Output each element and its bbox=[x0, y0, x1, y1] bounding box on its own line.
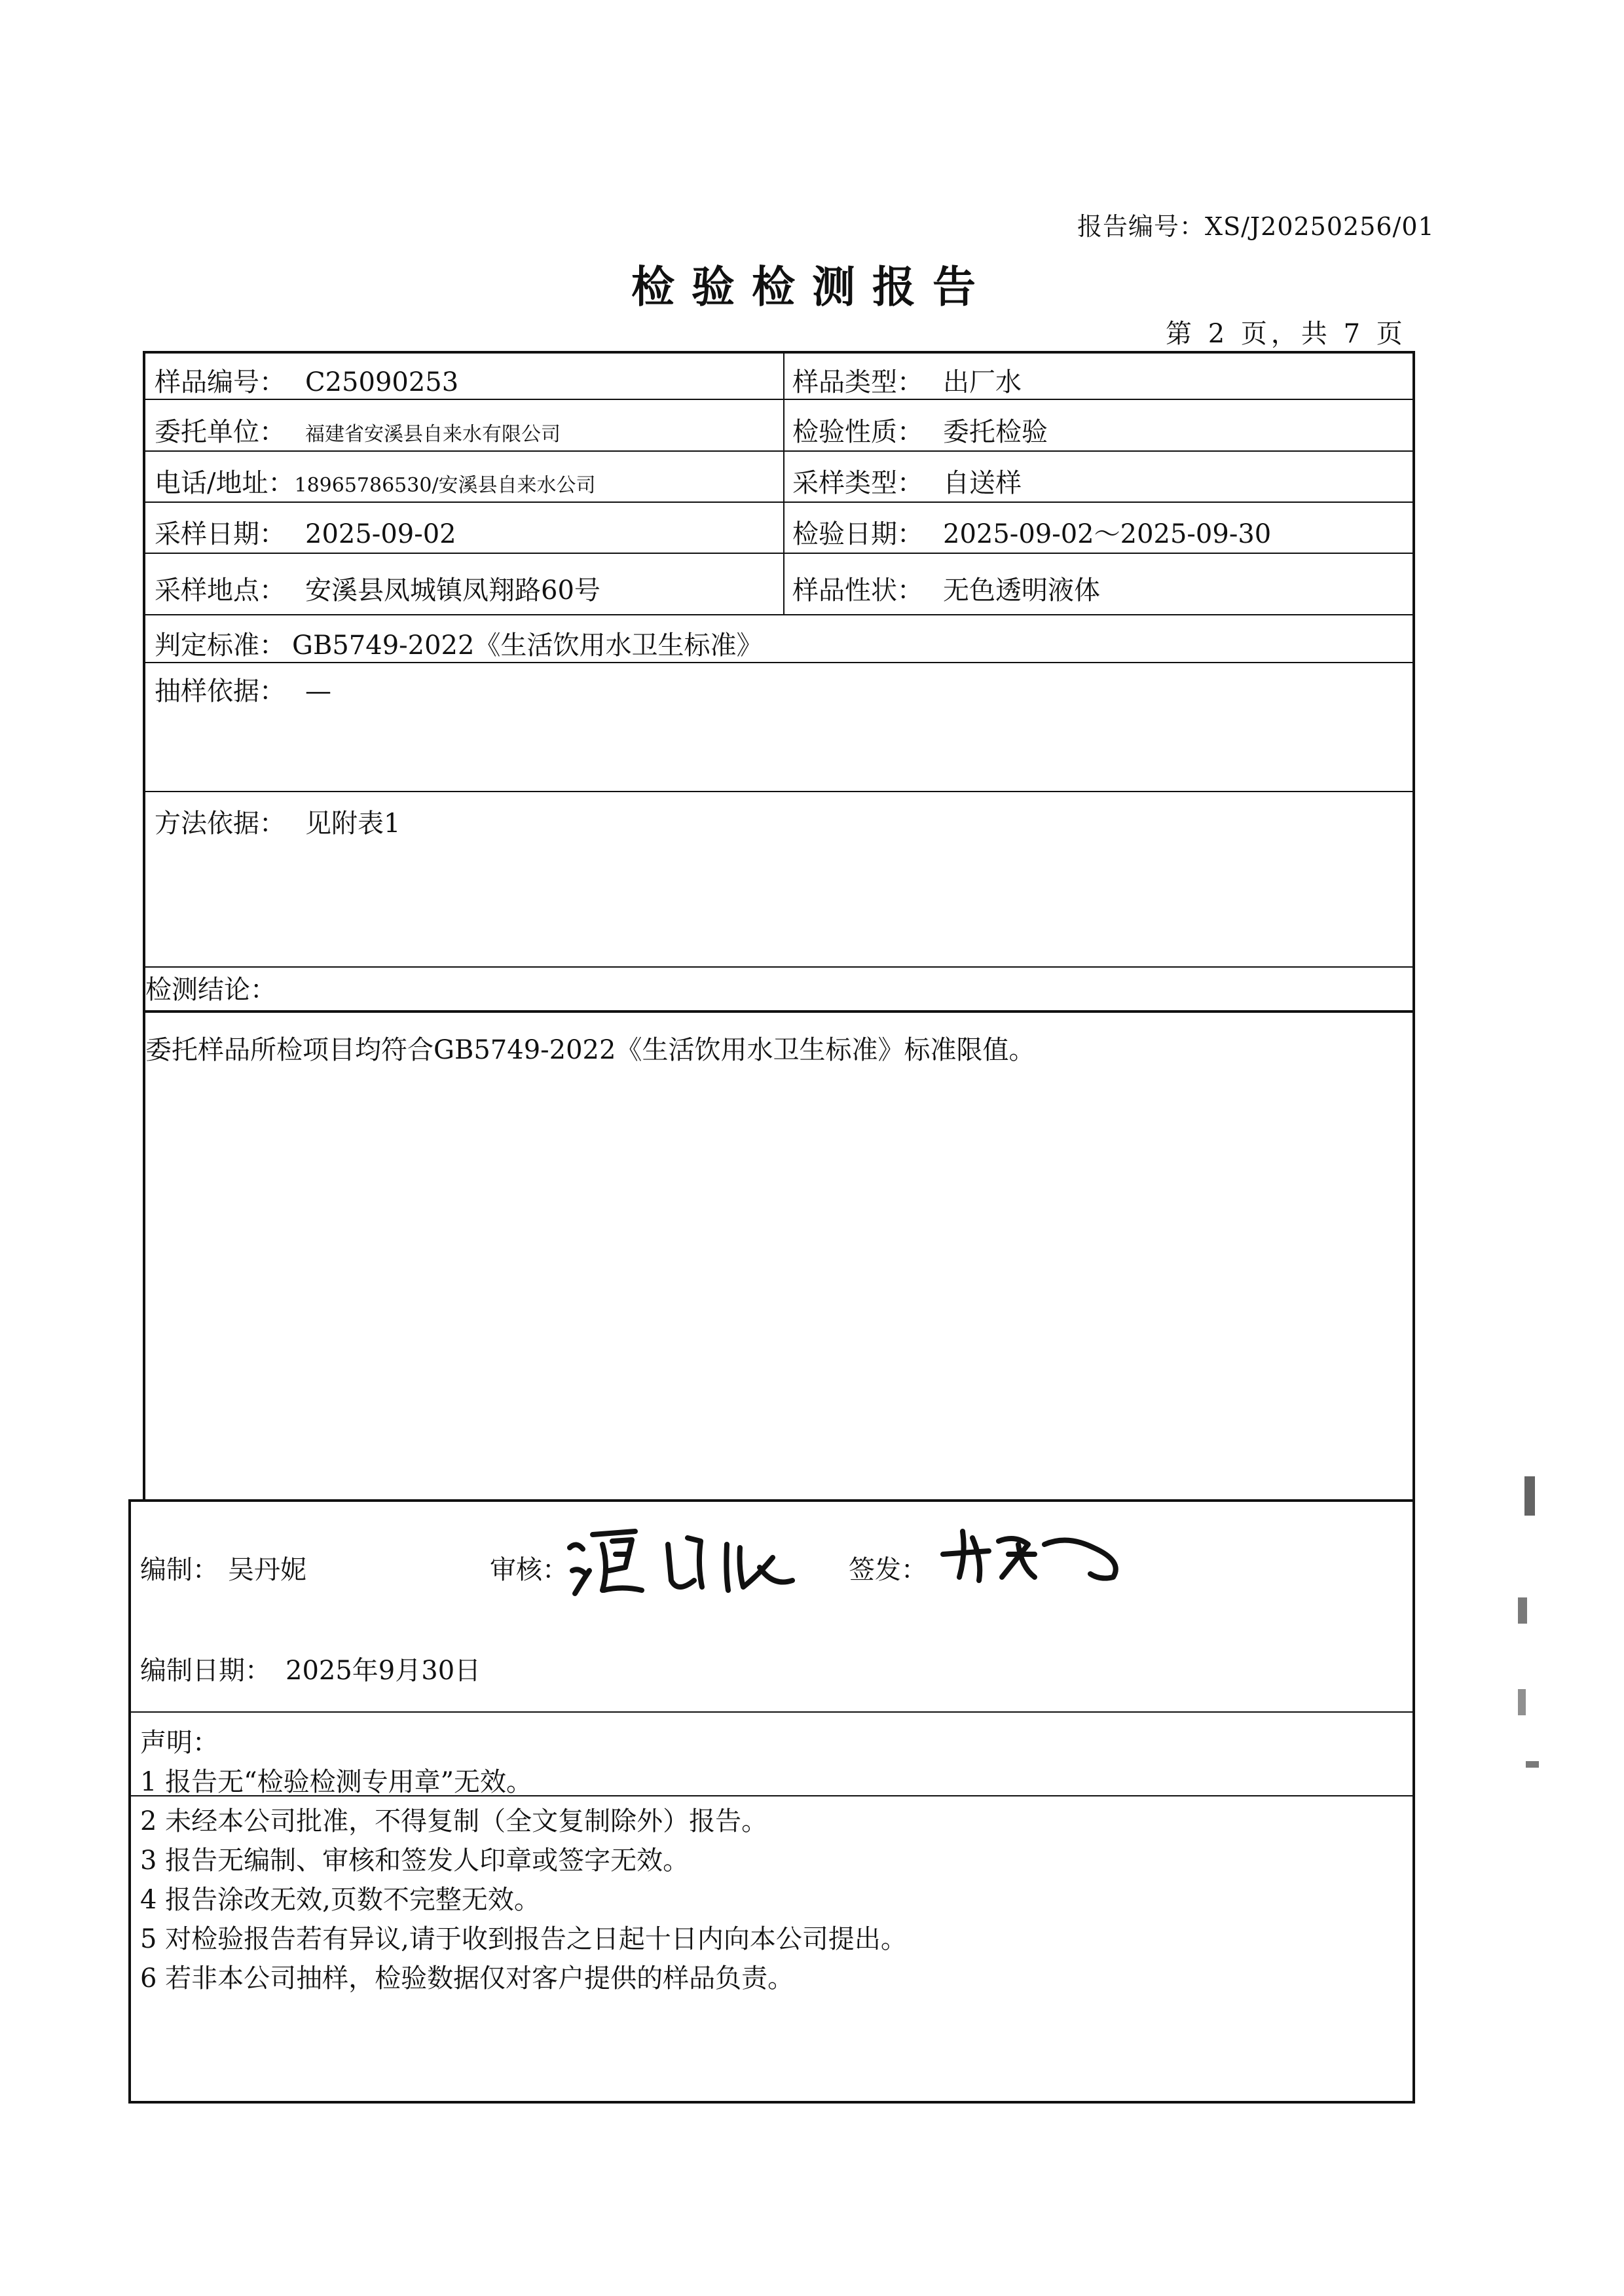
statement-item: 4 报告涂改无效,页数不完整无效。 bbox=[140, 1885, 540, 1915]
sample-no-label: 样品编号： bbox=[155, 367, 286, 397]
sampling-basis-cell bbox=[155, 670, 331, 708]
sampling-date-cell bbox=[155, 513, 456, 551]
sample-no-cell bbox=[155, 361, 458, 399]
left-border bbox=[143, 1013, 145, 1499]
sample-type-cell bbox=[792, 361, 1022, 399]
row-divider bbox=[145, 553, 1412, 554]
client-cell bbox=[155, 411, 561, 448]
sample-no-value: C25090253 bbox=[305, 367, 459, 397]
signature-statement-box bbox=[128, 1499, 1415, 2104]
conclusion-label: 检测结论： bbox=[145, 975, 276, 1005]
client-value: 福建省安溪县自来水有限公司 bbox=[305, 423, 561, 446]
inspection-nature-value: 委托检验 bbox=[943, 417, 1048, 447]
sampling-type-label: 采样类型： bbox=[792, 468, 923, 498]
statement-item: 2 未经本公司批准，不得复制（全文复制除外）报告。 bbox=[140, 1806, 768, 1836]
seal-edge-mark bbox=[1518, 1689, 1526, 1715]
prepared-by bbox=[140, 1549, 306, 1586]
page-info: 第 2 页，共 7 页 bbox=[1166, 319, 1407, 349]
row-divider bbox=[145, 662, 1412, 663]
sampling-type-cell bbox=[792, 462, 1022, 500]
phone-address-value: 18965786530/安溪县自来水公司 bbox=[294, 474, 596, 497]
inspection-nature-label: 检验性质： bbox=[792, 417, 923, 447]
statement-item: 5 对检验报告若有异议,请于收到报告之日起十日内向本公司提出。 bbox=[140, 1924, 907, 1954]
conclusion-text: 委托样品所检项目均符合GB5749-2022《生活饮用水卫生标准》标准限值。 bbox=[145, 1035, 1035, 1065]
reviewer bbox=[490, 1549, 568, 1586]
method-basis-label: 方法依据： bbox=[155, 809, 286, 839]
statement-item: 1 报告无“检验检测专用章”无效。 bbox=[140, 1767, 533, 1797]
sample-character-value: 无色透明液体 bbox=[943, 575, 1100, 606]
sample-type-value: 出厂水 bbox=[943, 367, 1022, 397]
right-border bbox=[1412, 1013, 1415, 1499]
row-divider bbox=[145, 399, 1412, 400]
sampling-site-label: 采样地点： bbox=[155, 575, 286, 606]
column-divider bbox=[783, 354, 784, 614]
sampling-date-value: 2025-09-02 bbox=[305, 519, 456, 549]
page-title: 检验检测报告 bbox=[631, 261, 993, 312]
seal-edge-mark bbox=[1524, 1476, 1535, 1516]
method-basis-value: 见附表1 bbox=[305, 809, 401, 839]
sampling-date-label: 采样日期： bbox=[155, 519, 286, 549]
prepared-name: 吴丹妮 bbox=[228, 1555, 306, 1585]
inspection-date-value: 2025-09-02～2025-09-30 bbox=[943, 519, 1272, 549]
standard-value: GB5749-2022《生活饮用水卫生标准》 bbox=[292, 630, 763, 661]
info-table bbox=[143, 351, 1415, 1013]
issuer-signature bbox=[936, 1515, 1133, 1587]
sample-character-label: 样品性状： bbox=[792, 575, 923, 606]
prepared-date-label: 编制日期： bbox=[140, 1656, 271, 1686]
sampling-site-value: 安溪县凤城镇凤翔路60号 bbox=[305, 575, 600, 606]
standard-cell bbox=[155, 625, 762, 662]
issuer bbox=[849, 1549, 927, 1586]
sampling-basis-label: 抽样依据： bbox=[155, 676, 286, 706]
phone-address-cell bbox=[155, 462, 596, 500]
statement-item: 6 若非本公司抽样，检验数据仅对客户提供的样品负责。 bbox=[140, 1963, 794, 1994]
reviewer-label: 审核： bbox=[490, 1555, 568, 1585]
row-divider bbox=[145, 450, 1412, 452]
inspection-date-cell bbox=[792, 513, 1271, 551]
phone-address-label: 电话/地址： bbox=[155, 468, 295, 498]
issuer-label: 签发： bbox=[849, 1555, 927, 1585]
row-divider bbox=[145, 966, 1412, 968]
prepared-label: 编制： bbox=[140, 1555, 219, 1585]
sampling-site-cell bbox=[155, 570, 600, 607]
method-basis-cell bbox=[155, 803, 400, 840]
prepared-date bbox=[140, 1650, 481, 1687]
standard-label: 判定标准： bbox=[155, 630, 286, 661]
client-label: 委托单位： bbox=[155, 417, 286, 447]
reviewer-signature bbox=[563, 1508, 825, 1600]
sample-type-label: 样品类型： bbox=[792, 367, 923, 397]
report-number-label: 报告编号： bbox=[1077, 212, 1206, 241]
inspection-nature-cell bbox=[792, 411, 1048, 448]
row-divider bbox=[145, 501, 1412, 503]
sample-character-cell bbox=[792, 570, 1100, 607]
row-divider bbox=[145, 791, 1412, 792]
seal-edge-mark bbox=[1518, 1597, 1527, 1624]
seal-edge-mark bbox=[1526, 1761, 1539, 1768]
report-number bbox=[1077, 206, 1435, 242]
row-divider bbox=[131, 1711, 1412, 1713]
statement-title: 声明： bbox=[140, 1728, 219, 1758]
report-number-value: XS/J20250256/01 bbox=[1205, 212, 1435, 241]
inspection-date-label: 检验日期： bbox=[792, 519, 923, 549]
row-divider bbox=[145, 614, 1412, 615]
statement-item: 3 报告无编制、审核和签发人印章或签字无效。 bbox=[140, 1846, 690, 1876]
prepared-date-value: 2025年9月30日 bbox=[286, 1656, 481, 1686]
sampling-type-value: 自送样 bbox=[943, 468, 1022, 498]
sampling-basis-value: — bbox=[305, 676, 331, 706]
